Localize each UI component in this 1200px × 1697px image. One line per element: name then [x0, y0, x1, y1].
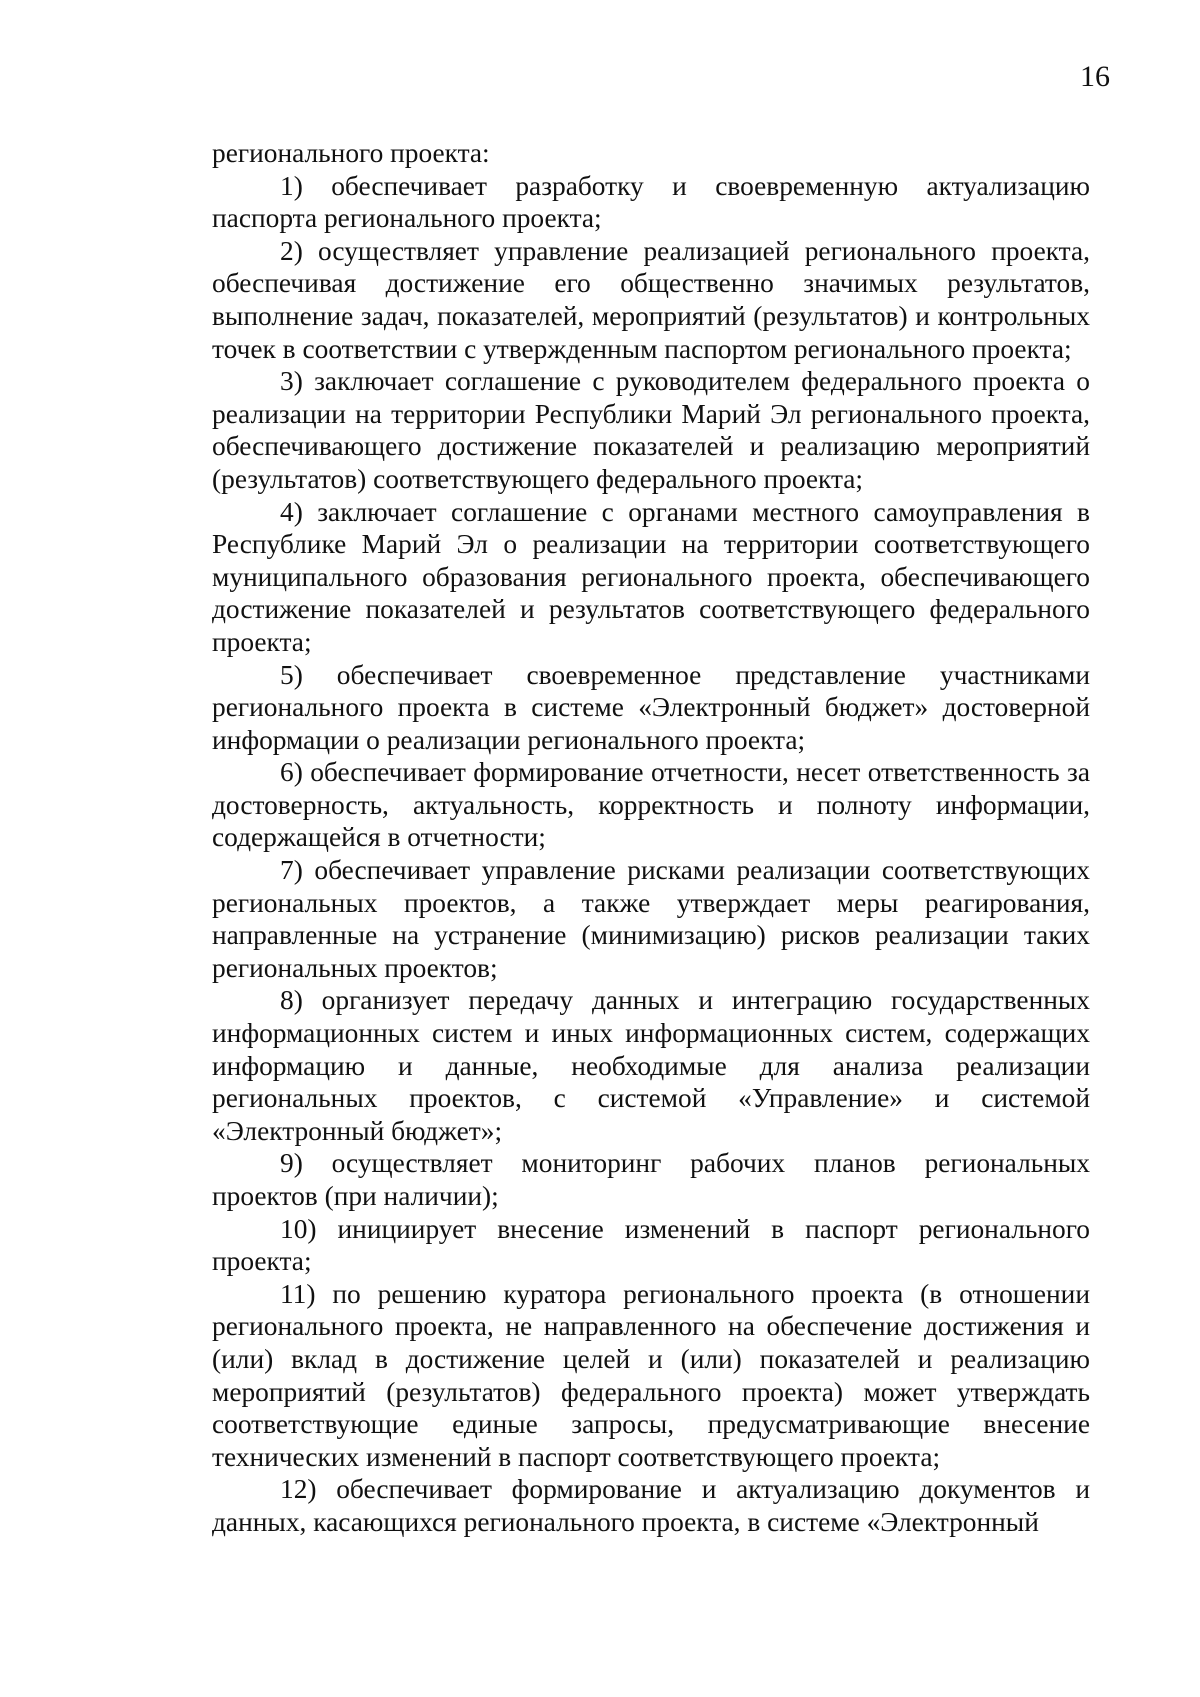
- list-item-2: 2) осуществляет управление реализацией регионального проекта, обеспечивая достижение его общественно значимых результатов, выполнение задач, показателей, мероприятий (результатов) и контрольных точек в соответствии с утвержденным паспортом регионального проекта;: [212, 235, 1090, 364]
- list-item-1: 1) обеспечивает разработку и своевременную актуализацию паспорта регионального проекта;: [212, 170, 1090, 234]
- list-item-9: 9) осуществляет мониторинг рабочих планов региональных проектов (при наличии);: [212, 1148, 1090, 1211]
- list-item-12: 12) обеспечивает формирование и актуализацию документов и данных, касающихся регионального проекта, в системе «Электронный: [212, 1474, 1090, 1537]
- list-item-11: 11) по решению куратора регионального проекта (в отношении регионального проекта, не направленного на обеспечение достижения и (или) вклад в достижение целей и (или) показателей и реализацию мероприятий (результатов) федерального проекта) может утверждать соответствующие единые запросы, предусматривающие внесение технических изменений в паспорт соответствующего проекта;: [212, 1278, 1090, 1472]
- document-body: [212, 137, 1090, 1539]
- list-item-7: 7) обеспечивает управление рисками реализации соответствующих региональных проектов, а также утверждает меры реагирования, направленные на устранение (минимизацию) рисков реализации таких региональных проектов;: [212, 855, 1090, 983]
- list-item-4: 4) заключает соглашение с органами местного самоуправления в Республике Марий Эл о реализации на территории соответствующего муниципального образования регионального проекта, обеспечивающего достижение показателей и результатов соответствующего федерального проекта;: [212, 496, 1090, 657]
- list-item-8: 8) организует передачу данных и интеграцию государственных информационных систем и иных информационных систем, содержащих информацию и данные, необходимые для анализа реализации региональных проектов, с системой «Управление» и системой «Электронный бюджет»;: [212, 985, 1090, 1146]
- list-item-10: 10) инициирует внесение изменений в паспорт регионального проекта;: [212, 1213, 1090, 1277]
- paragraph-continuation: регионального проекта:: [212, 138, 490, 168]
- list-item-3: 3) заключает соглашение с руководителем федерального проекта о реализации на территории Республики Марий Эл регионального проекта, обеспечивающего достижение показателей и реализацию мероприятий (результатов) соответствующего федерального проекта;: [212, 366, 1090, 494]
- list-item-5: 5) обеспечивает своевременное представление участниками регионального проекта в системе «Электронный бюджет» достоверной информации о реализации регионального проекта;: [212, 659, 1090, 755]
- list-item-6: 6) обеспечивает формирование отчетности, несет ответственность за достоверность, актуальность, корректность и полноту информации, содержащейся в отчетности;: [212, 757, 1090, 853]
- page-number: 16: [1080, 60, 1110, 93]
